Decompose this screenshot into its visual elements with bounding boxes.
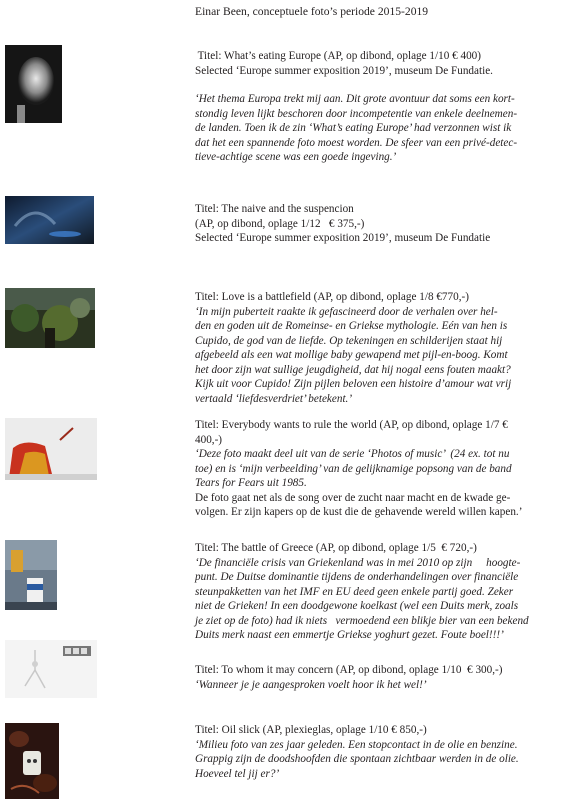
entry-quote-line: het door zijn wat sullige jeugdigheid, dat hij nogal eens fouten maakt? xyxy=(195,363,511,376)
entry-quote-line: de landen. Toen ik de zin ‘What’s eating Europe’ had verzonnen wist ik xyxy=(195,122,512,134)
photo-thumbnail-naive-and-suspencion xyxy=(5,196,94,244)
entry-body-line: volgen. Er zijn kapers op de kust die de gehavende wereld willen kapen.’ xyxy=(195,506,523,518)
entry-quote-line: steunpakketten van het IMF en EU deed geen enkele partij goed. Zeker xyxy=(195,585,514,598)
photo-thumbnail-love-is-a-battlefield xyxy=(5,288,95,348)
photo-thumbnail-to-whom-it-may-concern xyxy=(5,640,97,698)
entry-quote-line: Kijk uit voor Cupido! Zijn pijlen beloven een histoire d’amour wat vrij xyxy=(195,378,512,390)
entry-title: Titel: Everybody wants to rule the world (AP, op dibond, oplage 1/7 € xyxy=(195,419,508,431)
entry-title: Titel: Oil slick (AP, plexieglas, oplage 1/10 € 850,-) xyxy=(195,724,427,736)
document-header: Einar Been, conceptuele foto’s periode 2015-2019 xyxy=(195,5,429,18)
entry-quote-line: niet de Grieken! In een doodgewone koelkast (wel een Duits merk, zoals xyxy=(195,600,519,612)
entry-quote-line: Grappig zijn de doodshoofden die spontaan zichtbaar werden in de olie. xyxy=(195,753,519,765)
entry-quote-line: ‘Milieu foto van zes jaar geleden. Een stopcontact in de olie en benzine. xyxy=(195,738,518,751)
entry-quote-line: Hoeveel tel jij er?’ xyxy=(195,767,280,780)
entry-title: Titel: What’s eating Europe (AP, op dibond, oplage 1/10 € 400) xyxy=(195,50,481,62)
entry-quote-line: dat het een spannende foto moest worden. De sfeer van een privé-detec- xyxy=(195,136,518,149)
entry-quote-line: stondig leven lijkt beschoren door incompetentie van enkele deelnemen- xyxy=(195,107,518,120)
photo-thumbnail-whats-eating-europe xyxy=(5,45,62,123)
entry-meta: 400,-) xyxy=(195,433,223,446)
entry-quote-line: Tears for Fears uit 1985. xyxy=(195,477,307,489)
entry-quote-line: ‘Het thema Europa trekt mij aan. Dit grote avontuur dat soms een kort- xyxy=(195,93,515,105)
entry-quote-line: ‘Deze foto maakt deel uit van de serie ‘Photos of music’ (24 ex. tot nu xyxy=(195,448,510,460)
photo-thumbnail-everybody-wants-to-rule-the-world xyxy=(5,418,97,480)
entry-quote-line: ‘De financiële crisis van Griekenland was in mei 2010 op zijn hoogte- xyxy=(195,556,521,569)
entry-title: Titel: To whom it may concern (AP, op dibond, oplage 1/10 € 300,-) xyxy=(195,664,503,676)
entry-meta: (AP, op dibond, oplage 1/12 € 375,-) xyxy=(195,217,365,230)
entry-quote-line: ‘Wanneer je je aangesproken voelt hoor ik het wel!’ xyxy=(195,678,427,691)
entry-quote-line: Duits merk naast een emmertje Griekse yoghurt gezet. Foute boel!!!’ xyxy=(195,629,504,641)
entry-quote-line: tieve-achtige scene was een goede ingeving.’ xyxy=(195,151,397,163)
entry-quote-line: toe) en is ‘mijn verbeelding’ van de gelijknamige popsong van de band xyxy=(195,462,512,475)
photo-thumbnail-oil-slick xyxy=(5,723,59,799)
entry-quote-line: ‘In mijn puberteit raakte ik gefascineerd door de verhalen over hel- xyxy=(195,305,498,318)
entry-title: Titel: The battle of Greece (AP, op dibond, oplage 1/5 € 720,-) xyxy=(195,542,477,554)
entry-quote-line: punt. De Duitse dominantie tijdens de onderhandelingen over financiële xyxy=(195,571,519,583)
entry-body-line: De foto gaat net als de song over de zucht naar macht en de kwade ge- xyxy=(195,491,511,504)
entry-title: Titel: The naive and the suspencion xyxy=(195,203,354,215)
entry-quote-line: vertaald ‘liefdesverdriet’ betekent.’ xyxy=(195,392,353,405)
entry-quote-line: den en goden uit de Romeinse- en Griekse mythologie. Eén van hen is xyxy=(195,320,508,332)
entry-quote-line: Cupido, de god van de liefde. Op tekeningen en schilderijen staat hij xyxy=(195,334,503,347)
photo-thumbnail-battle-of-greece xyxy=(5,540,57,610)
entry-quote-line: je ziet op de foto) had ik niets vermoedend een blikje bier van een bekend xyxy=(195,614,529,627)
entry-title: Titel: Love is a battlefield (AP, op dibond, oplage 1/8 €770,-) xyxy=(195,291,469,303)
entry-meta: Selected ‘Europe summer exposition 2019’, museum De Fundatie xyxy=(195,232,491,244)
entry-quote-line: afgebeeld als een wat mollige baby gewapend met pijl-en-boog. Komt xyxy=(195,349,508,361)
entry-meta: Selected ‘Europe summer exposition 2019’, museum De Fundatie. xyxy=(195,64,493,77)
